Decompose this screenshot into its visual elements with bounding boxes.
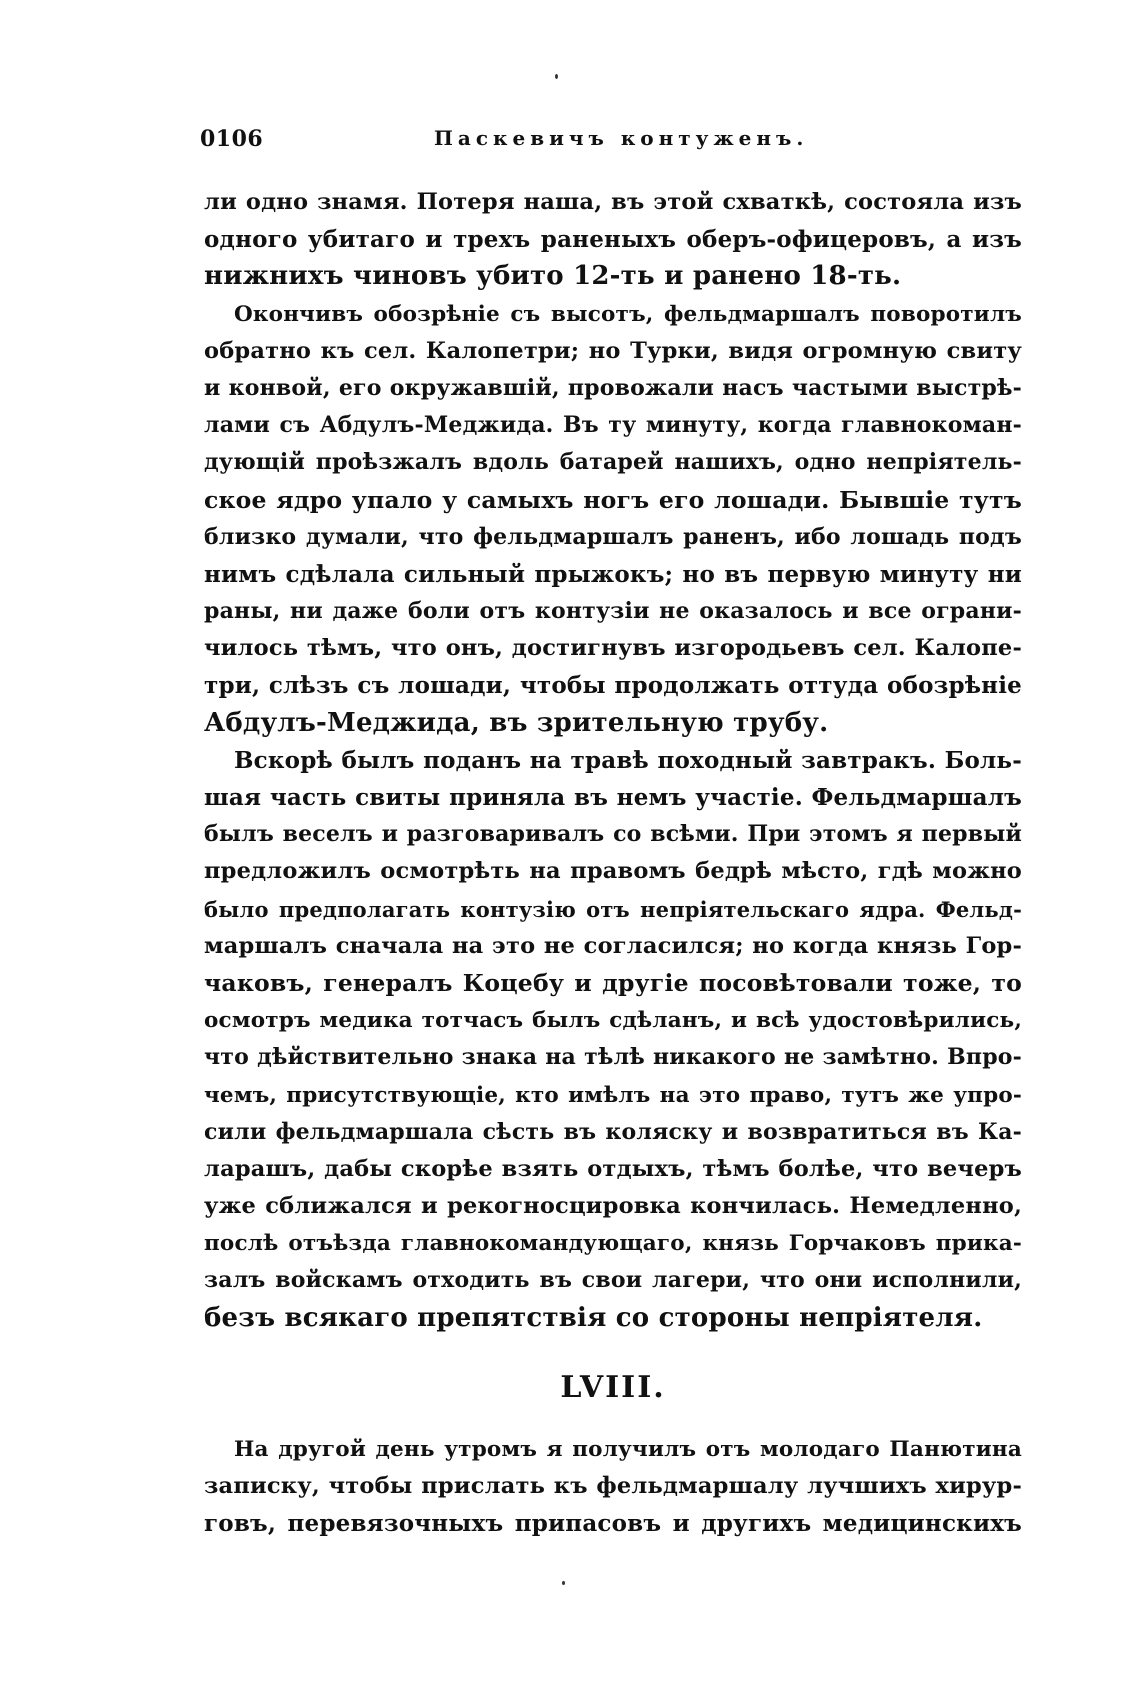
text-line: залъ войскамъ отходить въ свои лагери, что они исполнили, [204,1267,1022,1294]
page-number: 0106 [200,126,264,152]
text-line: шая часть свиты приняла въ немъ участіе. Фельдмаршалъ [204,784,1022,811]
text-line: уже сближался и рекогносцировка кончилась. Немедленно, [204,1193,1022,1220]
text-line: лами съ Абдулъ-Меджида. Въ ту минуту, когда главнокоман- [204,412,1022,439]
paragraph-3 [204,742,1022,1337]
text-line: осмотръ медика тотчасъ былъ сдѣланъ, и всѣ удостовѣрились, [204,1008,1022,1034]
text-line: чилось тѣмъ, что онъ, достигнувъ изгородьевъ сел. Калопе- [204,635,1022,662]
text-line: Окончивъ обозрѣніе съ высотъ, фельдмаршалъ поворотилъ [234,301,1022,327]
text-line: ларашъ, дабы скорѣе взять отдыхъ, тѣмъ болѣе, что вечеръ [204,1155,1022,1182]
text-line: нижнихъ чиновъ убито 12-ть и ранено 18-ть. [204,261,902,292]
text-line: одного убитаго и трехъ раненыхъ оберъ-офицеровъ, а изъ [204,226,1022,254]
text-line: послѣ отъѣзда главнокомандующаго, князь Горчаковъ прика- [204,1231,1022,1257]
text-line: три, слѣзъ съ лошади, чтобы продолжать оттуда обозрѣніе [204,672,1022,700]
section-heading: LVIII. [560,1369,666,1405]
paragraph-1 [204,184,1022,296]
text-line: чаковъ, генералъ Коцебу и другіе посовѣтовали тоже, то [204,968,1022,997]
text-line: было предполагать контузію отъ непріятельскаго ядра. Фельд- [204,896,1022,922]
text-line: ли одно знамя. Потеря наша, въ этой схваткѣ, состояла изъ [204,189,1022,215]
text-line: обратно къ сел. Калопетри; но Турки, видя огромную свиту [204,337,1022,364]
text-line: былъ веселъ и разговаривалъ со всѣми. При этомъ я первый [204,821,1022,848]
text-line: раны, ни даже боли отъ контузіи не оказалось и все ограни- [204,598,1022,625]
text-line: маршалъ сначала на это не согласился; но когда князь Гор- [204,932,1022,959]
text-line: сили фельдмаршала сѣсть въ коляску и возвратиться въ Ка- [204,1118,1022,1145]
text-line: Вскорѣ былъ поданъ на травѣ походный завтракъ. Боль- [234,746,1022,774]
text-line: На другой день утромъ я получилъ отъ молодаго Панютина [234,1436,1022,1462]
text-line: что дѣйствительно знака на тѣлѣ никакого не замѣтно. Впро- [204,1044,1022,1071]
text-line: говъ, перевязочныхъ припасовъ и другихъ медицинскихъ [204,1510,1022,1538]
page-header [200,118,1030,158]
text-line: чемъ, присутствующіе, кто имѣлъ на это право, тутъ же упро- [204,1082,1022,1108]
text-line: ское ядро упало у самыхъ ногъ его лошади. Бывшіе тутъ [204,485,1022,514]
text-line: и конвой, его окружавшій, провожали насъ частыми выстрѣ- [204,374,1022,401]
running-title: Паскевичъ контуженъ. [434,126,809,150]
text-line: записку, чтобы прислать къ фельдмаршалу лучшихъ хирур- [204,1473,1022,1499]
text-line: безъ всякаго препятствія со стороны непріятеля. [204,1302,983,1333]
text-line: нимъ сдѣлала сильный прыжокъ; но въ первую минуту ни [204,560,1022,588]
scan-speck [555,74,558,79]
text-line: близко думали, что фельдмаршалъ раненъ, ибо лошадь подъ [204,523,1022,550]
section-paragraph [204,1431,1022,1543]
body-text [204,184,1022,1542]
text-line: дующій проѣзжалъ вдоль батарей нашихъ, одно непріятель- [204,449,1022,476]
text-line: Абдулъ-Меджида, въ зрительную трубу. [204,707,829,738]
paragraph-2 [204,296,1022,742]
scan-speck [562,1581,565,1585]
text-line: предложилъ осмотрѣть на правомъ бедрѣ мѣсто, гдѣ можно [204,858,1022,885]
